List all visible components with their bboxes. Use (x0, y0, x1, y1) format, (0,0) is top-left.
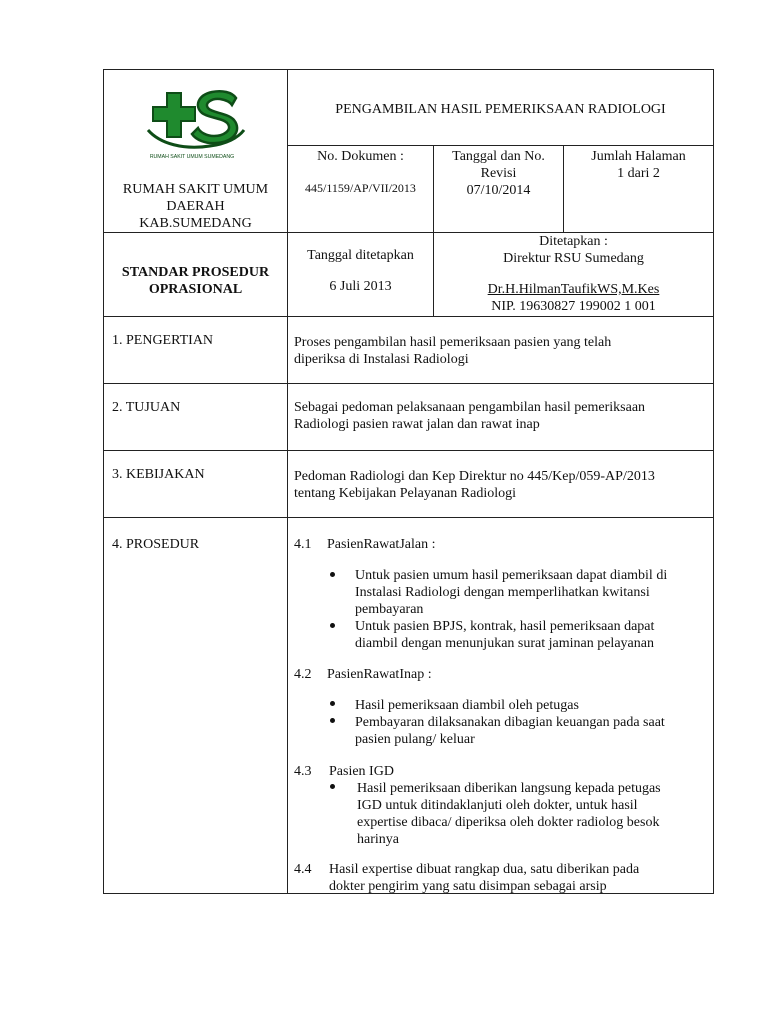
list-item (355, 714, 705, 748)
body-line: Pedoman Radiologi dan Kep Direktur no 445/Kep/059-AP/2013 (294, 469, 655, 484)
section-label-prosedur: 4. PROSEDUR (112, 537, 200, 552)
table-border-right (713, 69, 714, 894)
section-body-tujuan (294, 399, 706, 433)
revision-label (434, 148, 563, 199)
approver-nip: NIP. 19630827 199002 1 001 (491, 299, 656, 314)
approval-block (434, 233, 713, 315)
table-rule (103, 383, 714, 384)
list-line: Instalasi Radiologi dengan memperlihatkan kwitansi (355, 585, 650, 600)
list-line: Hasil expertise dibuat rangkap dua, satu diberikan pada (329, 862, 640, 877)
subsection-number: 4.2 (294, 667, 312, 682)
date-value: 6 Juli 2013 (329, 279, 392, 294)
approved-label: Ditetapkan : (539, 234, 608, 249)
list-line: Hasil pemeriksaan diambil oleh petugas (355, 698, 579, 713)
subsection-title: Pasien IGD (329, 764, 394, 779)
sop-label (104, 264, 287, 298)
logo-caption: RUMAH SAKIT UMUM SUMEDANG (149, 154, 235, 160)
table-rule (103, 517, 714, 518)
table-rule (103, 450, 714, 451)
list-line: IGD untuk ditindaklanjuti oleh dokter, untuk hasil (357, 798, 638, 813)
subsection-number: 4.4 (294, 862, 312, 877)
hospital-name (104, 181, 287, 232)
bullet-icon (330, 784, 335, 789)
subsection-title: PasienRawatInap : (327, 667, 432, 682)
section-label-kebijakan: 3. KEBIJAKAN (112, 467, 205, 482)
list-line: Hasil pemeriksaan diberikan langsung kepada petugas (357, 781, 661, 796)
list-line: Untuk pasien BPJS, kontrak, hasil pemeriksaan dapat (355, 619, 655, 634)
approver-title: Direktur RSU Sumedang (503, 251, 644, 266)
list-line: pasien pulang/ keluar (355, 732, 475, 747)
doc-number-label: No. Dokumen : (317, 149, 404, 164)
section-label-pengertian: 1. PENGERTIAN (112, 333, 214, 348)
list-item (355, 618, 705, 652)
list-item (355, 697, 705, 714)
list-item (329, 861, 705, 895)
table-border-top (103, 69, 714, 70)
revision-label-line: Tanggal dan No. (452, 149, 545, 164)
date-label: Tanggal ditetapkan (307, 248, 414, 263)
hospital-name-line: RUMAH SAKIT UMUM (122, 182, 269, 197)
table-rule (287, 145, 714, 146)
subsection-title: PasienRawatJalan : (327, 537, 436, 552)
section-body-pengertian (294, 334, 706, 368)
hospital-name-line: KAB.SUMEDANG (139, 216, 252, 231)
plus-s-mark (148, 91, 244, 147)
list-item (357, 780, 705, 848)
body-line: Radiologi pasien rawat jalan dan rawat inap (294, 417, 540, 432)
document-title: PENGAMBILAN HASIL PEMERIKSAAN RADIOLOGI (335, 102, 666, 117)
list-line: Untuk pasien umum hasil pemeriksaan dapat diambil di (355, 568, 668, 583)
doc-number: 445/1159/AP/VII/2013 (305, 181, 416, 195)
hospital-name-line: DAERAH (166, 199, 225, 214)
approver-name: Dr.H.HilmanTaufikWS,M.Kes (487, 282, 660, 297)
list-line: dokter pengirim yang satu disimpan sebagai arsip (329, 879, 607, 894)
table-rule (103, 316, 714, 317)
section-body-kebijakan (294, 468, 706, 502)
pages-label: Jumlah Halaman (591, 149, 686, 164)
body-line: Proses pengambilan hasil pemeriksaan pasien yang telah (294, 335, 612, 350)
list-line: Pembayaran dilaksanakan dibagian keuangan pada saat (355, 715, 665, 730)
bullet-icon (330, 623, 335, 628)
sop-label-line: STANDAR PROSEDUR (121, 265, 270, 280)
list-line: expertise dibaca/ diperiksa oleh dokter radiolog besok (357, 815, 660, 830)
body-line: tentang Kebijakan Pelayanan Radiologi (294, 486, 516, 501)
section-label-tujuan: 2. TUJUAN (112, 400, 181, 415)
body-line: diperiksa di Instalasi Radiologi (294, 352, 469, 367)
bullet-icon (330, 701, 335, 706)
bullet-icon (330, 572, 335, 577)
list-item (355, 567, 705, 618)
pages-value: 1 dari 2 (617, 166, 660, 181)
subsection-number: 4.3 (294, 764, 312, 779)
subsection-number: 4.1 (294, 537, 312, 552)
body-line: Sebagai pedoman pelaksanaan pengambilan hasil pemeriksaan (294, 400, 646, 415)
hospital-logo (140, 84, 250, 166)
list-line: diambil dengan menunjukan surat jaminan pelayanan (355, 636, 654, 651)
sop-label-line: OPRASIONAL (148, 282, 243, 297)
revision-label-line: Revisi (480, 166, 517, 181)
revision-value: 07/10/2014 (466, 183, 531, 198)
pages-cell (564, 148, 713, 182)
list-line: pembayaran (355, 602, 424, 617)
bullet-icon (330, 718, 335, 723)
list-line: harinya (357, 832, 399, 847)
